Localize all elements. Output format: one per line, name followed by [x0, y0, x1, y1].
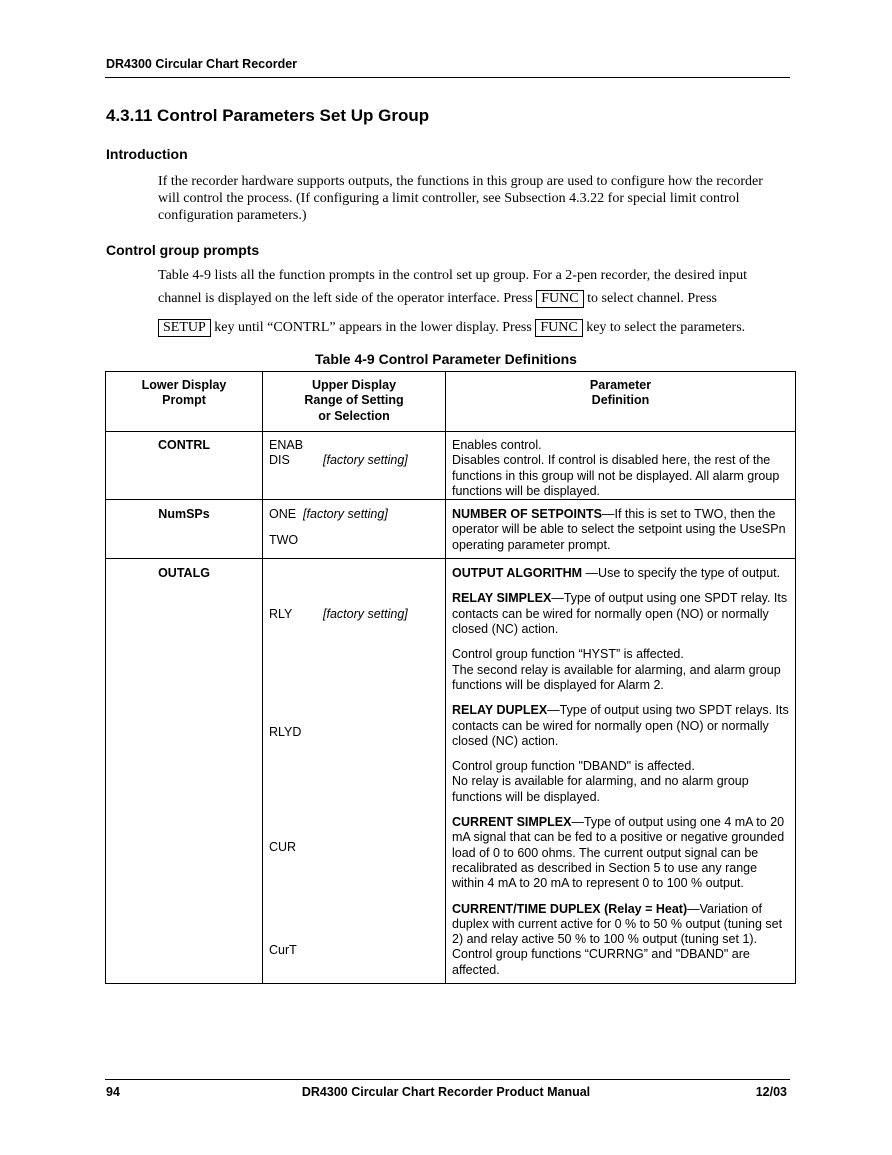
- outalg-def-relay-simplex-affected: Control group function “HYST” is affected.: [452, 647, 684, 662]
- prompts-line-2: [158, 290, 717, 308]
- contrl-option-enab: ENAB: [269, 438, 304, 452]
- outalg-def-relay-duplex-affected: Control group function "DBAND" is affected.: [452, 759, 695, 774]
- numsps-prompt: NumSPs: [106, 500, 263, 559]
- header-upper-display: [263, 372, 446, 432]
- outalg-def-relay-simplex: RELAY SIMPLEX—Type of output using one SPDT relay. Its contacts can be wired for normally open (NO) or normally closed (NC) action.: [452, 591, 788, 637]
- header-col1-line2: Prompt: [162, 393, 206, 408]
- prompts-line-3-text: key until “CONTRL” appears in the lower display. Press: [214, 320, 532, 335]
- numsps-definition: [446, 500, 796, 559]
- header-col2-line2: Range of Setting: [304, 393, 404, 408]
- prompts-line-1: Table 4-9 lists all the function prompts in the control set up group. For a 2-pen recorder, the desired input: [158, 268, 748, 283]
- numsps-options: [263, 500, 446, 559]
- header-col1-line1: Lower Display: [141, 378, 227, 392]
- footer-title: DR4300 Circular Chart Recorder Product Manual: [301, 1085, 591, 1099]
- contrl-options: [263, 432, 446, 500]
- outalg-def-output-algorithm: OUTPUT ALGORITHM —Use to specify the type of output.: [452, 566, 781, 581]
- table-row-contrl: [106, 432, 796, 500]
- prompts-line-3: [158, 319, 745, 337]
- control-parameter-table: [105, 371, 796, 984]
- outalg-prompt: OUTALG: [106, 559, 263, 984]
- outalg-option-rly: RLY [factory setting]: [269, 607, 408, 622]
- table-row-outalg: [106, 559, 796, 984]
- prompts-line-2-tail: to select channel. Press: [587, 291, 717, 306]
- prompts-line-3-tail: key to select the parameters.: [586, 320, 746, 335]
- outalg-option-curt: CurT: [269, 943, 297, 958]
- factory-setting-note: [factory setting]: [303, 507, 388, 522]
- section-title: 4.3.11 Control Parameters Set Up Group: [106, 106, 430, 125]
- header-lower-display: [106, 372, 263, 432]
- func-key: FUNC: [536, 290, 583, 308]
- outalg-def-relay-simplex-alarm: The second relay is available for alarming, and alarm group functions will be displayed for Alarm 2.: [452, 662, 781, 692]
- footer-date: 12/03: [755, 1085, 787, 1099]
- table-header-row: [106, 372, 796, 432]
- outalg-options: [263, 559, 446, 984]
- func-key-2: FUNC: [535, 319, 582, 337]
- outalg-option-rlyd: RLYD: [269, 725, 302, 740]
- running-header: DR4300 Circular Chart Recorder: [106, 57, 298, 71]
- outalg-option-cur: CUR: [269, 840, 297, 855]
- numsps-def-text: —If this is set to TWO, then the operator will be able to select the setpoint using the UseSPn operating parameter prompt.: [452, 507, 786, 552]
- page-number: 94: [106, 1085, 120, 1099]
- outalg-definition: [446, 559, 796, 984]
- outalg-def-relay-duplex: RELAY DUPLEX—Type of output using two SPDT relays. Its contacts can be wired for normally open (NO) or normally closed (NC) action.: [452, 703, 789, 748]
- header-rule: [105, 77, 790, 78]
- outalg-def-relay-duplex-alarm: No relay is available for alarming, and no alarm group functions will be displayed.: [452, 774, 749, 804]
- numsps-option-one: ONE [factory setting]: [269, 507, 388, 522]
- header-col3-line1: Parameter: [589, 378, 652, 392]
- contrl-def-disable: Disables control. If control is disabled here, the rest of the functions in this group will not be displayed. All alarm group functions will be displayed.: [452, 453, 780, 498]
- prompts-line-2-text: channel is displayed on the left side of the operator interface. Press: [158, 291, 533, 306]
- header-col3-line2: Definition: [591, 393, 650, 408]
- outalg-def-current-simplex: CURRENT SIMPLEX—Type of output using one 4 mA to 20 mA signal that can be fed to a positive or negative grounded load of 0 to 600 ohms. The current output signal can be recalibrated as described in Section 5 to use any range within 4 mA to 20 mA to represent 0 to 100 % output.: [452, 815, 785, 891]
- factory-setting-note: [factory setting]: [323, 607, 408, 622]
- intro-heading: Introduction: [106, 146, 188, 162]
- numsps-def-title: NUMBER OF SETPOINTS: [452, 507, 603, 522]
- table-row-numsps: [106, 500, 796, 559]
- outalg-def-current-time-duplex: CURRENT/TIME DUPLEX (Relay = Heat)—Variation of duplex with current active for 0 % to 50 % output (tuning set 2) and relay active 50 % to 100 % output (tuning set 1).: [452, 901, 783, 947]
- numsps-option-two: TWO: [269, 533, 299, 548]
- header-col2-line1: Upper Display: [311, 378, 397, 392]
- outalg-def-current-time-affected: Control group functions “CURRNG” and "DBAND" are affected.: [452, 947, 750, 977]
- footer-rule: [105, 1079, 790, 1080]
- header-col2-line3: or Selection: [318, 408, 390, 423]
- contrl-definition: [446, 432, 796, 500]
- contrl-prompt: CONTRL: [106, 432, 263, 500]
- prompts-heading: Control group prompts: [106, 242, 260, 258]
- contrl-option-dis: DIS [factory setting]: [269, 453, 408, 468]
- factory-setting-note: [factory setting]: [323, 453, 408, 468]
- header-parameter-definition: [446, 372, 796, 432]
- contrl-def-enable: Enables control.: [452, 438, 542, 452]
- intro-paragraph: If the recorder hardware supports outputs, the functions in this group are used to configure how the recorder will control the process. (If configuring a limit controller, see Subsection 4.3.22 for special limit control configuration parameters.): [158, 174, 763, 223]
- setup-key: SETUP: [158, 319, 211, 337]
- table-caption: Table 4-9 Control Parameter Definitions: [315, 351, 577, 367]
